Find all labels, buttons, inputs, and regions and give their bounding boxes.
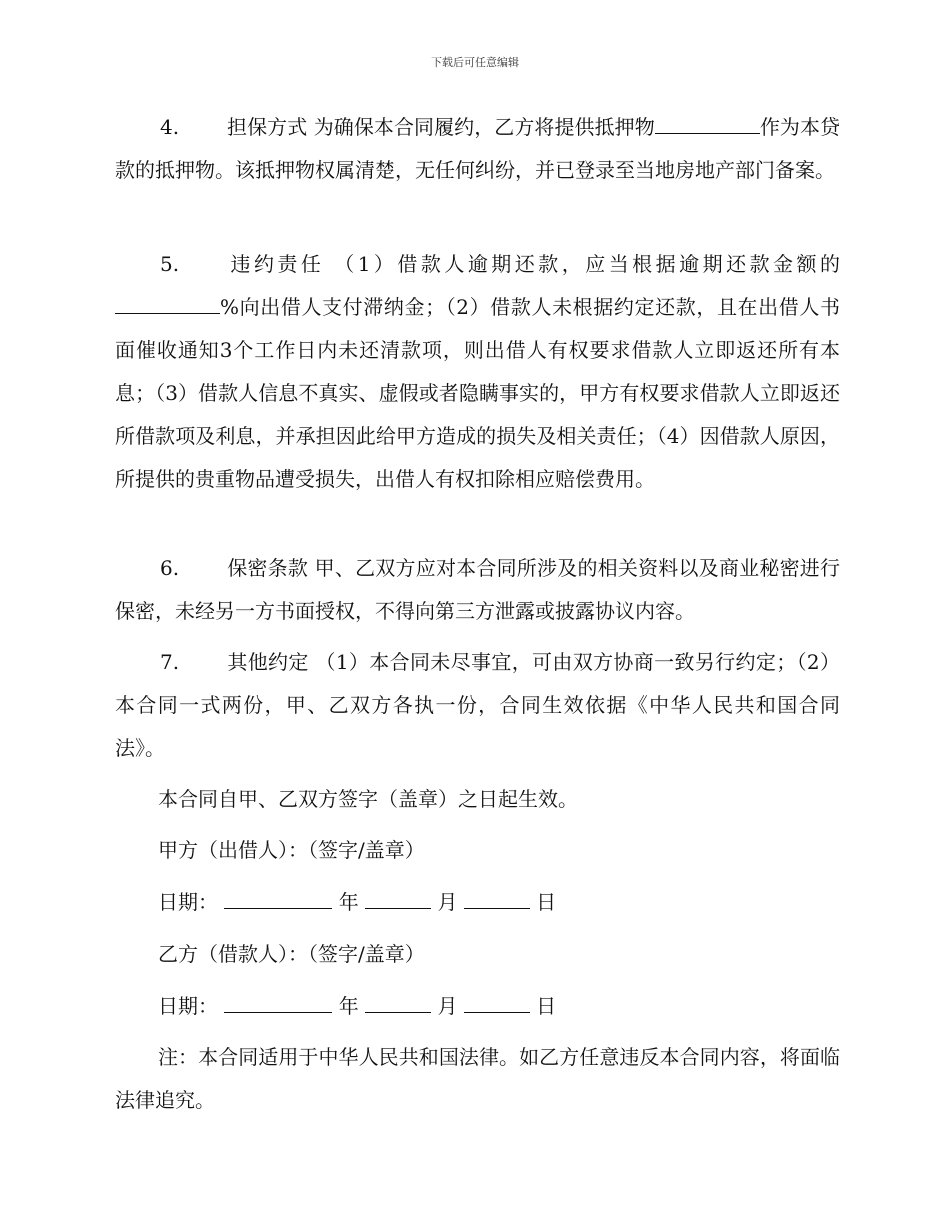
party-a-signature: 甲方（出借人）：（签字/盖章） — [158, 838, 425, 862]
clause-title: 保密条款 — [227, 556, 309, 580]
date-label: 日期： — [158, 890, 218, 914]
clause-text: 甲、乙双方应对本合同所涉及的相关资料以及商业秘密进行保密，未经另一方书面授权，不得向第三方泄露或披露协议内容。 — [115, 556, 841, 623]
clause-4 — [115, 106, 840, 192]
clause-number: 6. — [160, 556, 180, 580]
day-label: 日 — [536, 890, 557, 914]
date-line-a — [158, 881, 556, 924]
blank-late-fee-rate — [115, 293, 220, 314]
year-label: 年 — [338, 994, 359, 1018]
clause-title: 担保方式 — [227, 115, 308, 139]
blank-day — [464, 888, 530, 909]
clause-7 — [115, 641, 840, 770]
blank-year — [224, 992, 332, 1013]
blank-month — [365, 992, 431, 1013]
date-line-b — [158, 985, 556, 1028]
clause-number: 5. — [160, 252, 180, 276]
blank-year — [224, 888, 332, 909]
clause-title: 其他约定 — [227, 650, 309, 674]
party-b-signature: 乙方（借款人）：（签字/盖章） — [158, 942, 425, 966]
clause-text: %向出借人支付滞纳金；（2）借款人未根据约定还款，且在出借人书面催收通知3个工作日内未还清款项，则出借人有权要求借款人立即返还所有本息；（3）借款人信息不真实、虚假或者隐瞒事实的，甲方有权要求借款人立即返还所借款项及利息，并承担因此给甲方造成的损失及相关责任；（4）因借款人原因，所提供的贵重物品遭受损失，出借人有权扣除相应赔偿费用。 — [115, 295, 840, 491]
clause-title: 违约责任 — [227, 252, 325, 276]
page-header: 下载后可任意编辑 — [431, 56, 519, 69]
year-label: 年 — [338, 890, 359, 914]
clause-text: 作为本贷款的抵押物。该抵押物权属清楚，无任何纠纷，并已登录至当地房地产部门备案。 — [115, 115, 841, 182]
effective-statement: 本合同自甲、乙双方签字（盖章）之日起生效。 — [158, 787, 578, 811]
clause-text: （1）借款人逾期还款，应当根据逾期还款金额的 — [334, 252, 840, 276]
clause-text: 为确保本合同履约，乙方将提供抵押物 — [313, 115, 655, 139]
clause-text: （1）本合同未尽事宜，可由双方协商一致另行约定；（2）本合同一式两份，甲、乙双方各执一份，合同生效依据《中华人民共和国合同法》。 — [115, 650, 841, 760]
blank-day — [464, 992, 530, 1013]
month-label: 月 — [437, 890, 458, 914]
clause-6 — [115, 547, 840, 633]
day-label: 日 — [536, 994, 557, 1018]
legal-note: 注：本合同适用于中华人民共和国法律。如乙方任意违反本合同内容，将面临法律追究。 — [115, 1045, 840, 1112]
clause-number: 7. — [160, 650, 180, 674]
date-label: 日期： — [158, 994, 218, 1018]
clause-number: 4. — [160, 115, 180, 139]
blank-collateral — [655, 113, 760, 134]
clause-5 — [115, 243, 840, 501]
month-label: 月 — [437, 994, 458, 1018]
blank-month — [365, 888, 431, 909]
